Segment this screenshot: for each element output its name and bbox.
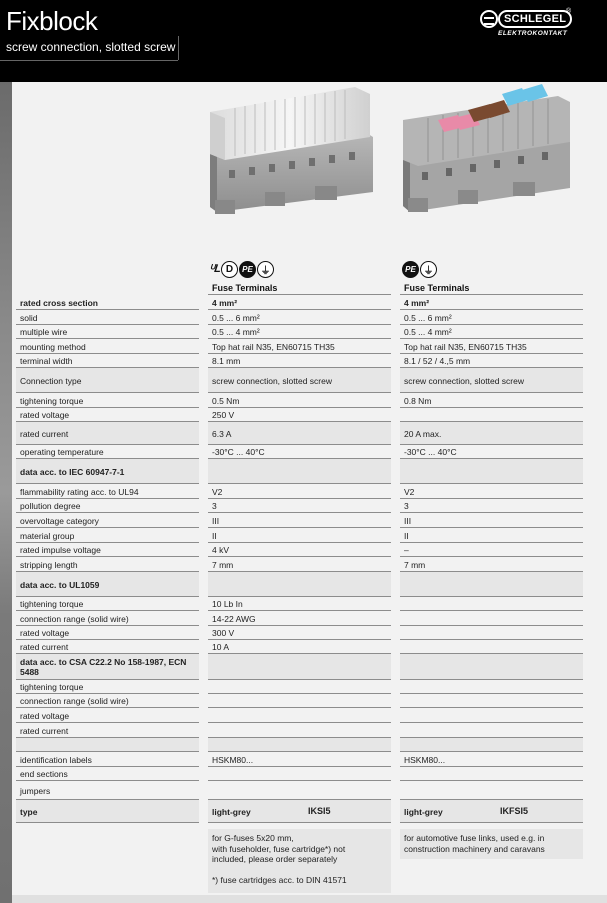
row-value-col1: [208, 680, 391, 694]
logo-registered-mark: ®: [566, 8, 572, 15]
row-label: rated current: [20, 725, 69, 736]
table-row: [16, 354, 583, 368]
table-row: [16, 694, 583, 708]
ul-listed-icon: ᵁL: [209, 263, 221, 275]
row-value-col1: [208, 767, 391, 781]
row-label: rated current: [20, 642, 69, 652]
row-value-col1: Top hat rail N35, EN60715 TH35: [212, 341, 335, 352]
page-title: Fixblock: [6, 6, 98, 36]
row-label: Connection type: [16, 368, 199, 393]
header-divider-1: [208, 294, 391, 295]
row-value-col2: V2: [404, 486, 415, 497]
type-code-1: IKSI5: [308, 806, 331, 816]
note-col1-line2: with fuseholder, fuse cartridge*) not: [212, 843, 346, 854]
row-label: data acc. to CSA C22.2 No 158-1987, ECN 5488: [16, 654, 199, 680]
note-col1-line1: for G-fuses 5x20 mm,: [212, 833, 294, 843]
row-label: tightening torque: [20, 395, 84, 406]
row-value-col2: [400, 459, 583, 484]
row-value-col1: 14-22 AWG: [212, 613, 256, 624]
ground-symbol-icon: ⏚: [420, 261, 437, 278]
row-label: overvoltage category: [20, 515, 99, 526]
product-image-ikis5: [205, 82, 385, 222]
row-label: rated current: [16, 422, 199, 445]
table-row: [16, 408, 583, 422]
table-row: [16, 339, 583, 354]
row-label: type: [16, 800, 199, 823]
row-value-col2: 0.5 ... 6 mm²: [404, 313, 452, 323]
row-value-col2: [400, 654, 583, 680]
row-value-col2: [400, 626, 583, 640]
row-label: pollution degree: [20, 501, 81, 511]
subtitle-divider-vertical: [178, 36, 179, 60]
table-row: [16, 422, 583, 445]
row-label: end sections: [20, 769, 68, 779]
row-label: connection range (solid wire): [20, 613, 129, 624]
row-label: material group: [20, 530, 75, 541]
table-row: [16, 459, 583, 484]
row-value-col1: 0.5 ... 4 mm²: [212, 327, 260, 337]
row-label: connection range (solid wire): [20, 696, 129, 706]
table-row: [16, 680, 583, 694]
row-value-col2: –: [404, 545, 409, 555]
bottom-band: [12, 895, 607, 903]
row-value-col1: [208, 723, 391, 738]
table-row: [16, 654, 583, 680]
logo-mark-icon: [480, 10, 498, 28]
left-decor-strip: [0, 82, 12, 903]
row-value-col1: HSKM80...: [212, 754, 254, 765]
note-col1-line3: included, please order separately: [212, 854, 338, 864]
table-row: [16, 393, 583, 408]
row-value-col2: III: [404, 515, 412, 526]
row-value-col2: [400, 738, 583, 752]
row-label: flammability rating acc. to UL94: [20, 486, 139, 497]
subtitle-divider: [0, 60, 178, 61]
note-col2-line1: for automotive fuse links, used e.g. in: [404, 833, 545, 843]
row-value-col1: 3: [212, 501, 217, 511]
row-value-col2: light-grey: [400, 800, 583, 823]
row-value-col1: 0.5 ... 6 mm²: [212, 313, 260, 323]
row-divider: [400, 309, 583, 310]
row-value-col1: -30°C ... 40°C: [212, 447, 265, 457]
pe-mark-icon: PE: [402, 261, 419, 278]
certification-icons-col1: [210, 260, 274, 278]
row-label: rated voltage: [20, 710, 70, 721]
row-value-col1: 250 V: [212, 410, 235, 420]
row-value-col1: 8.1 mm: [212, 356, 241, 366]
table-row: [16, 484, 583, 499]
row-value-col2: 20 A max.: [400, 422, 583, 445]
row-value-col1: 6.3 A: [208, 422, 391, 445]
row-divider: [208, 822, 391, 823]
table-row: [16, 528, 583, 543]
row-value-col2: [400, 694, 583, 708]
row-value-col1: screw connection, slotted screw: [208, 368, 391, 393]
row-value-col2: [400, 708, 583, 723]
row-value-col1: 10 A: [212, 642, 230, 652]
row-label: rated voltage: [20, 628, 70, 638]
row-label: terminal width: [20, 356, 73, 366]
row-label: mounting method: [20, 341, 86, 352]
row-label: [16, 738, 199, 752]
note-col2-line2: construction machinery and caravans: [404, 843, 545, 854]
row-value-col1: 4 mm²: [212, 298, 238, 308]
row-value-col1: II: [212, 530, 217, 541]
table-row: [16, 572, 583, 597]
row-label: rated cross section: [20, 298, 98, 308]
page-subtitle: screw connection, slotted screw: [6, 40, 176, 54]
product-image-ikfsi5: [398, 82, 578, 222]
column-header-2: Fuse Terminals: [404, 283, 470, 293]
table-row: [16, 368, 583, 393]
row-value-col1: [208, 738, 391, 752]
row-value-col1: V2: [212, 486, 223, 497]
row-value-col2: [400, 640, 583, 654]
column-header-1: Fuse Terminals: [212, 283, 278, 293]
header-divider-2: [400, 294, 583, 295]
note-col1: [208, 829, 391, 893]
row-label: operating temperature: [20, 447, 104, 457]
row-value-col1: light-grey: [208, 800, 391, 823]
row-value-col2: screw connection, slotted screw: [400, 368, 583, 393]
row-value-col1: 0.5 Nm: [212, 395, 240, 406]
row-value-col2: [400, 572, 583, 597]
row-value-col1: III: [212, 515, 220, 526]
row-value-col1: [208, 572, 391, 597]
row-divider: [16, 822, 199, 823]
row-label: solid: [20, 313, 38, 323]
row-value-col2: 0.8 Nm: [404, 395, 432, 406]
row-value-col2: [400, 597, 583, 611]
table-row: [16, 499, 583, 513]
table-row: [16, 325, 583, 339]
table-row: [16, 708, 583, 723]
table-row: [16, 626, 583, 640]
vde-d-icon: D: [221, 261, 238, 278]
table-row: [16, 781, 583, 800]
row-value-col2: Top hat rail N35, EN60715 TH35: [404, 341, 527, 352]
row-value-col2: II: [404, 530, 409, 541]
ground-symbol-icon: ⏚: [257, 261, 274, 278]
row-value-col2: HSKM80...: [404, 754, 446, 765]
note-col2: [400, 829, 583, 859]
table-row: [16, 445, 583, 459]
row-label: rated voltage: [20, 410, 70, 420]
row-value-col1: [208, 459, 391, 484]
table-row: [16, 296, 583, 310]
row-label: tightening torque: [20, 599, 84, 609]
page-header: [0, 0, 607, 82]
row-value-col2: [400, 767, 583, 781]
row-value-col2: [400, 723, 583, 738]
table-row: [16, 543, 583, 557]
logo-name: SCHLEGEL: [498, 10, 572, 28]
row-divider: [208, 309, 391, 310]
row-value-col1: 7 mm: [212, 559, 234, 570]
row-value-col2: [400, 680, 583, 694]
row-divider: [16, 309, 199, 310]
table-row: [16, 513, 583, 528]
type-code-2: IKFSI5: [500, 806, 529, 816]
row-label: stripping length: [20, 559, 78, 570]
table-row: [16, 557, 583, 572]
row-label: jumpers: [20, 785, 51, 796]
row-value-col1: 10 Lb In: [212, 599, 243, 609]
row-value-col1: [208, 654, 391, 680]
logo-tagline: ELEKTROKONTAKT: [498, 30, 568, 37]
row-value-col2: 3: [404, 501, 409, 511]
row-value-col1: 4 kV: [212, 545, 230, 555]
table-row: [16, 800, 583, 823]
row-label: data acc. to UL1059: [16, 572, 199, 597]
row-label: identification labels: [20, 754, 92, 765]
certification-icons-col2: [402, 260, 437, 278]
pe-mark-icon: PE: [239, 261, 256, 278]
row-label: rated impulse voltage: [20, 545, 101, 555]
table-row: [16, 738, 583, 752]
row-divider: [400, 822, 583, 823]
row-value-col1: 300 V: [212, 628, 235, 638]
table-row: [16, 752, 583, 767]
row-value-col2: 0.5 ... 4 mm²: [404, 327, 452, 337]
row-value-col2: 7 mm: [404, 559, 426, 570]
row-value-col1: [208, 708, 391, 723]
table-row: [16, 640, 583, 654]
row-value-col1: [208, 781, 391, 800]
table-row: [16, 723, 583, 738]
row-value-col2: [400, 408, 583, 422]
row-value-col1: [208, 694, 391, 708]
table-row: [16, 611, 583, 626]
row-value-col2: 4 mm²: [404, 298, 430, 308]
row-label: tightening torque: [20, 682, 84, 692]
row-value-col2: [400, 781, 583, 800]
table-row: [16, 311, 583, 325]
row-value-col2: 8.1 / 52 / 4.,5 mm: [404, 356, 471, 366]
note-col1-footnote: *) fuse cartridges acc. to DIN 41571: [212, 874, 347, 885]
table-row: [16, 767, 583, 781]
row-value-col2: [400, 611, 583, 626]
row-value-col2: -30°C ... 40°C: [404, 447, 457, 457]
row-label: multiple wire: [20, 327, 68, 337]
schlegel-logo: [476, 8, 576, 40]
table-row: [16, 597, 583, 611]
row-label: data acc. to IEC 60947-7-1: [16, 459, 199, 484]
